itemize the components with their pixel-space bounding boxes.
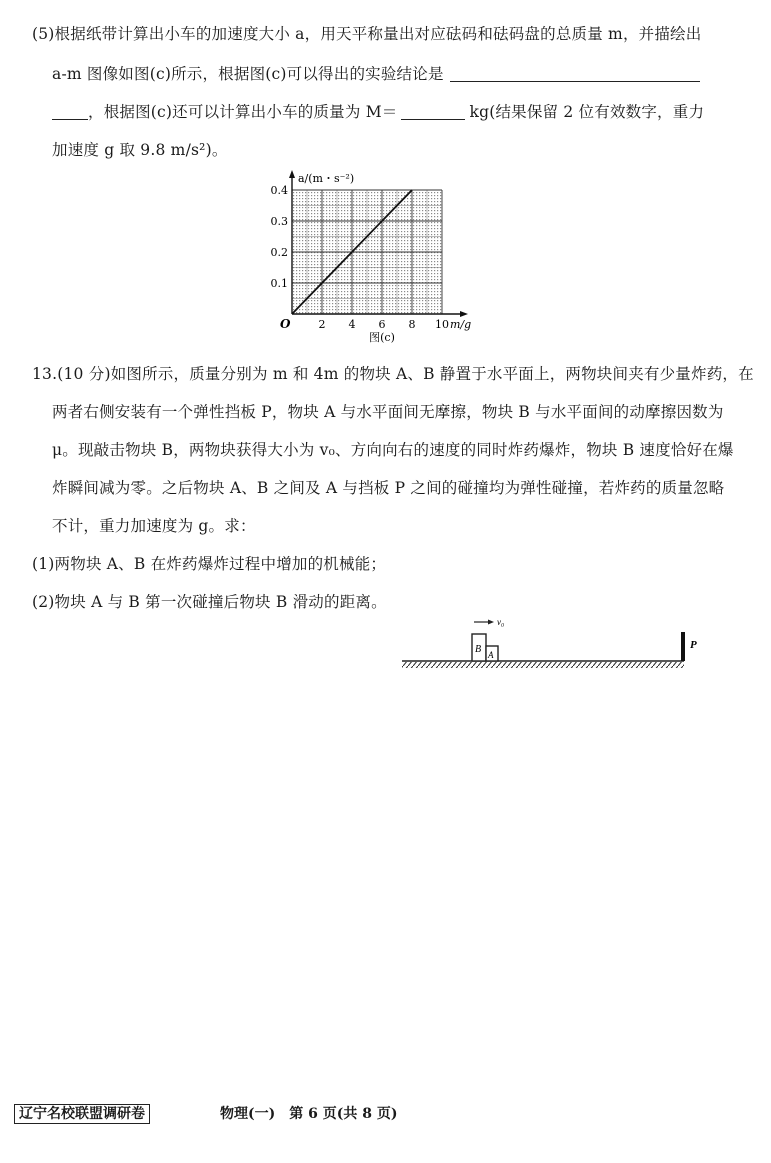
ground-hatch	[402, 662, 684, 668]
q13-line2: 两者右侧安装有一个弹性挡板 P，物块 A 与水平面间无摩擦，物块 B 与水平面间的动摩擦因数为	[52, 403, 724, 421]
blocks-diagram	[398, 612, 718, 678]
footer-stamp	[14, 1103, 150, 1123]
q12-part5-line4: 加速度 g 取 9.8 m/s²)。	[52, 141, 228, 159]
x-tick-label: 8	[408, 318, 416, 331]
q13-sub1: (1)两物块 A、B 在炸药爆炸过程中增加的机械能；	[32, 555, 387, 573]
q13-line5: 不计，重力加速度为 g。求：	[52, 517, 256, 535]
q12-part5-line3	[52, 100, 704, 122]
answer-blank-conclusion[interactable]	[450, 65, 700, 82]
block-a-label: A	[488, 650, 494, 660]
a-m-graph	[262, 170, 512, 352]
block-b-label: B	[475, 644, 482, 655]
x-tick-label: 2	[318, 318, 326, 331]
x-tick-label: 10	[435, 318, 449, 331]
y-tick-label: 0.1	[270, 277, 288, 290]
footer-page-info: 物理(一) 第 6 页(共 8 页)	[220, 1106, 398, 1122]
origin-label: O	[280, 317, 291, 331]
answer-blank-conclusion-continued[interactable]	[52, 103, 88, 120]
y-tick-label: 0.4	[270, 184, 288, 197]
x-tick-label: 4	[348, 318, 356, 331]
x-tick-label: 6	[378, 318, 386, 331]
y-tick-label: 0.3	[270, 215, 288, 228]
baffle-p-label: P	[690, 639, 697, 651]
q13-line1: 13.(10 分)如图所示，质量分别为 m 和 4m 的物块 A、B 静置于水平面上，两物块间夹有少量炸药，在	[32, 365, 754, 383]
velocity-arrowhead	[488, 620, 494, 625]
q13-sub2: (2)物块 A 与 B 第一次碰撞后物块 B 滑动的距离。	[32, 593, 387, 611]
y-axis-arrow	[289, 170, 295, 178]
q12-part5-line3-suffix: kg(结果保留 2 位有效数字，重力	[469, 103, 705, 121]
x-axis-arrow	[460, 311, 468, 317]
answer-blank-mass[interactable]	[401, 103, 465, 120]
y-axis-label: a/(m・s⁻²)	[298, 172, 355, 185]
q13-line4: 炸瞬间减为零。之后物块 A、B 之间及 A 与挡板 P 之间的碰撞均为弹性碰撞，若炸药的质量忽略	[52, 479, 725, 497]
q12-part5-line3-text: ，根据图(c)还可以计算出小车的质量为 M＝	[88, 103, 398, 121]
x-axis-label: m/g	[450, 318, 472, 331]
q12-part5-line2	[52, 62, 700, 84]
footer-stamp-text: 辽宁名校联盟调研卷	[14, 1104, 150, 1124]
q12-part5-line2-text: a-m 图像如图(c)所示，根据图(c)可以得出的实验结论是	[52, 65, 444, 83]
baffle-p	[681, 632, 685, 661]
velocity-label: v₀	[497, 617, 505, 627]
q12-part5-line1: (5)根据纸带计算出小车的加速度大小 a，用天平称量出对应砝码和砝码盘的总质量 m，并描绘出	[32, 25, 702, 43]
figure-caption: 图(c)	[369, 331, 395, 344]
y-tick-label: 0.2	[270, 246, 288, 259]
q13-line3: μ。现敲击物块 B，两物块获得大小为 v₀、方向向右的速度的同时炸药爆炸，物块 B 速度恰好在爆	[52, 441, 734, 459]
